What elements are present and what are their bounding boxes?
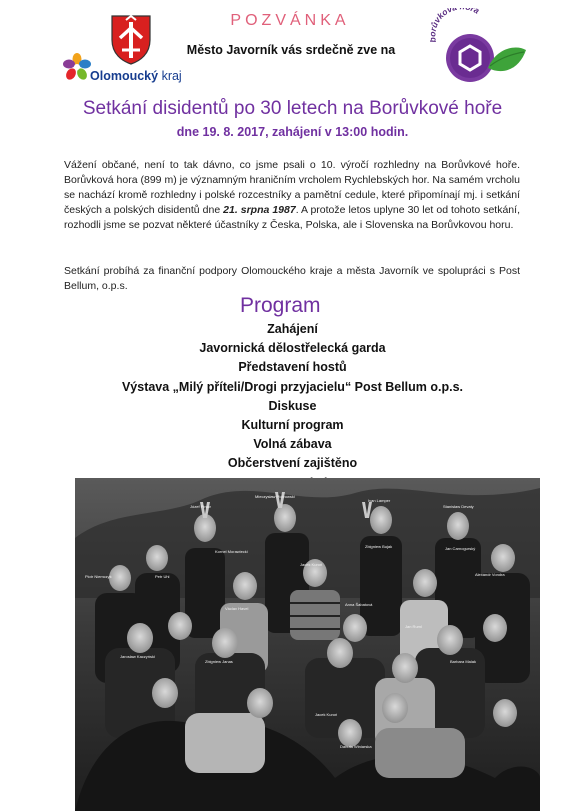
photo-name-label: Alexandr Vondra xyxy=(475,572,505,577)
program-item: Občerstvení zajištěno xyxy=(227,456,358,471)
photo-name-label: Danuta Winiarska xyxy=(340,744,372,749)
intro-paragraph: Vážení občané, není to tak dávno, co jsme psali o 10. výročí rozhledny na Borůvkové hoře. Borůvková hora (899 m) je významným hraničním vrcholem Rychlebských hor. Na samém vrcholu se nachází kromě rozhledny i polské rozcestníky a pamětní cedule, které připomínají mj. i setkání českých a polských disidentů dne 21. srpna 1987. A protože letos uplyne 30 let od tohoto setkání, rozhodli jsme se pozvat některé účastníky z Česka, Polska, ale i Slovenska na Borůvkovou horu. xyxy=(64,159,520,231)
program-item: Javornická dělostřelecká garda xyxy=(199,341,386,356)
program-item: Zahájení xyxy=(267,322,318,336)
photo-name-label: Jan Ruml xyxy=(405,624,422,629)
group-photo xyxy=(75,478,540,811)
program-item: Představení hostů xyxy=(238,360,347,375)
photo-name-label: Józef Pinior xyxy=(190,504,211,509)
olomoucky-kraj-logo xyxy=(62,52,180,90)
invite-title: POZVÁNKA xyxy=(230,12,350,29)
photo-name-label: Václav Havel xyxy=(225,606,249,611)
blueberry-icon xyxy=(430,8,530,88)
program-title: Program xyxy=(240,294,321,317)
photo-name-label: Petr Uhl xyxy=(155,574,170,579)
program-item: Volná zábava xyxy=(253,437,332,452)
flower-icon xyxy=(62,52,92,82)
event-heading: Setkání disidentů po 30 letech na Borůvkové hoře xyxy=(82,98,503,119)
photo-name-label: Jacek Kuroń xyxy=(300,562,323,567)
photo-name-label: Mieczysław Piotrowski xyxy=(255,494,295,499)
event-time: 13:00 xyxy=(335,125,368,139)
boruvkova-logo-text: ůvkov ra xyxy=(430,8,482,30)
program-list xyxy=(40,320,545,493)
boruvkova-hora-logo xyxy=(430,8,530,88)
photo-name-label: Kornel Morawiecki xyxy=(215,549,248,554)
intro-line: Město Javorník vás srdečně zve na xyxy=(186,43,396,57)
photo-name-label: Barbara Malak xyxy=(450,659,477,664)
photo-name-label: Stanisław Devaty xyxy=(443,504,474,509)
event-date: 19. 8. 2017 xyxy=(202,125,266,139)
date-line: dne 19. 8. 2017, zahájení v 13:00 hodin. xyxy=(176,125,409,139)
olomoucky-kraj-wordmark: Olomoucký kraj xyxy=(90,69,182,83)
photo-name-label: Zbigniew Janas xyxy=(205,659,233,664)
funding-paragraph: Setkání probíhá za finanční podpory Olomouckého kraje a města Javorník ve spolupráci s Post Bellum, o.p.s. xyxy=(64,265,520,292)
program-item: Výstava „Milý příteli/Drogi przyjacielu“ Post Bellum o.p.s. xyxy=(121,379,464,394)
photo-name-label: Anna Šabatová xyxy=(345,602,373,607)
photo-name-label: Ivan Lamper xyxy=(368,498,391,503)
photo-name-label: Jacek Kuroń xyxy=(315,712,338,717)
photo-name-label: Zbigniew Bujak xyxy=(365,544,393,549)
photo-name-label: Jarosław Kaczyński xyxy=(120,654,155,659)
highlight-date: 21. srpna 1987 xyxy=(223,204,296,216)
photo-name-label: Jan Carnogurský xyxy=(445,546,476,551)
program-item: Kulturní program xyxy=(241,418,344,433)
program-item: Diskuse xyxy=(268,398,317,413)
photo-name-label: Piotr Niemczyk xyxy=(85,574,112,579)
